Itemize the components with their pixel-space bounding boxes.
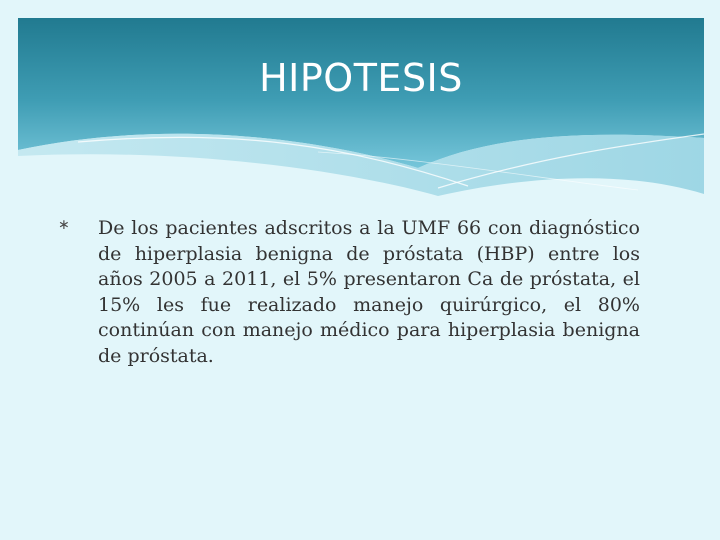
bullet-item [58, 216, 640, 369]
title-banner [18, 18, 704, 218]
bullet-list [58, 216, 640, 369]
slide-title: HIPOTESIS [259, 56, 463, 100]
header-wave-graphic [18, 18, 704, 218]
bullet-text: De los pacientes adscritos a la UMF 66 con diagnóstico de hiperplasia benigna de próstata (HBP) entre los años 2005 a 2011, el 5% presentaron Ca de próstata, el 15% les fue realizado manejo quirúrgico, el 80% continúan con manejo médico para hiperplasia benigna de próstata. [98, 217, 640, 367]
bullet-marker: ∗ [58, 217, 70, 233]
